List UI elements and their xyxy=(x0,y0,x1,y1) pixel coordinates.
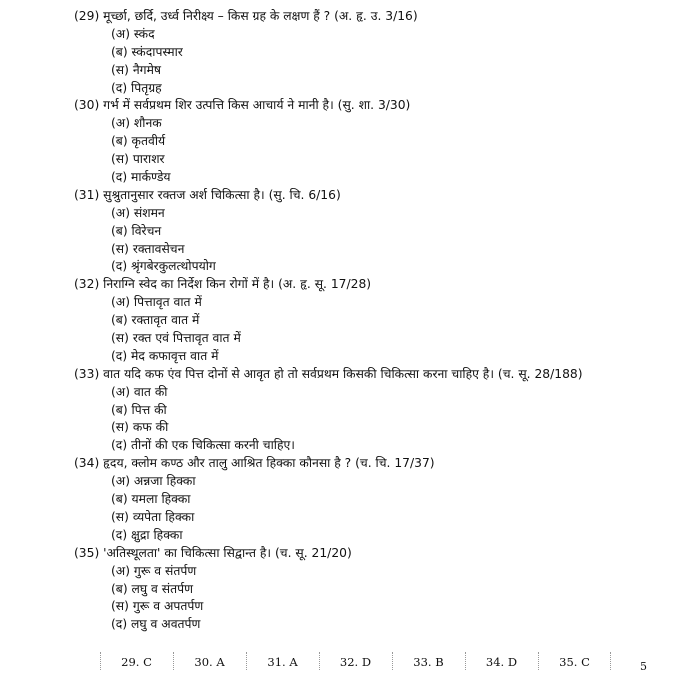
answer-key-item: 30. A xyxy=(173,655,246,669)
answer-key-item: 33. B xyxy=(392,655,465,669)
question-text: (32) निराग्नि स्वेद का निर्देश किन रोगों में है। (अ. हृ. सू. 17/28) xyxy=(74,277,372,292)
option-a: (अ) अन्नजा हिक्का xyxy=(111,474,196,489)
question-text: (33) वात यदि कफ एंव पित्त दोनों से आवृत हो तो सर्वप्रथम किसकी चिकित्सा करना चाहिए है। (च. सू. 28/188) xyxy=(74,366,583,381)
option-b: (ब) लघु व संतर्पण xyxy=(111,581,193,596)
answer-key-item: 32. D xyxy=(319,655,392,669)
option-a: (अ) शौनक xyxy=(111,116,162,131)
option-c: (स) व्यपेता हिक्का xyxy=(111,509,195,524)
option-d: (द) श्रृंगबेरकुलत्थोपयोग xyxy=(111,259,216,274)
option-b: (ब) यमला हिक्का xyxy=(111,492,191,507)
question-text: (34) हृदय, क्लोम कण्ठ और तालु आश्रित हिक्का कौनसा है ? (च. चि. 17/37) xyxy=(74,456,435,471)
option-c: (स) नैगमेष xyxy=(111,62,162,77)
question-31 xyxy=(0,187,680,276)
option-d: (द) मेद कफावृत्त वात में xyxy=(111,348,219,363)
question-text: (31) सुश्रुतानुसार रक्तज अर्श चिकित्सा है। (सु. चि. 6/16) xyxy=(74,187,341,202)
option-b: (ब) विरेचन xyxy=(111,223,162,238)
question-text: (35) 'अतिस्थूलता' का चिकित्सा सिद्वान्त है। (च. सू. 21/20) xyxy=(74,545,352,560)
answer-key xyxy=(100,651,630,673)
option-d: (द) पितृग्रह xyxy=(111,80,162,95)
question-29 xyxy=(0,8,680,97)
option-b: (ब) पित्त की xyxy=(111,402,167,417)
option-c: (स) रक्तावसेचन xyxy=(111,241,185,256)
question-list xyxy=(0,8,680,634)
option-d: (द) तीनों की एक चिकित्सा करनी चाहिए। xyxy=(111,438,295,453)
option-c: (स) पाराशर xyxy=(111,152,165,167)
option-a: (अ) स्कंद xyxy=(111,26,155,41)
question-33 xyxy=(0,366,680,455)
option-a: (अ) वात की xyxy=(111,384,168,399)
answer-key-item: 34. D xyxy=(465,655,538,669)
question-35 xyxy=(0,545,680,634)
option-d: (द) मार्कण्डेय xyxy=(111,170,171,185)
question-text: (30) गर्भ में सर्वप्रथम शिर उत्पत्ति किस आचार्य ने मानी है। (सु. शा. 3/30) xyxy=(74,98,411,113)
option-a: (अ) संशमन xyxy=(111,205,165,220)
option-c: (स) कफ की xyxy=(111,420,169,435)
option-b: (ब) कृतवीर्य xyxy=(111,134,166,149)
option-b: (ब) स्कंदापस्मार xyxy=(111,44,183,59)
question-34 xyxy=(0,455,680,544)
option-d: (द) क्षुद्रा हिक्का xyxy=(111,527,183,542)
answer-key-item: 29. C xyxy=(100,655,173,669)
answer-key-item: 31. A xyxy=(246,655,319,669)
question-text: (29) मूर्च्छा, छर्दि, उर्ध्व निरीक्ष्य – किस ग्रह के लक्षण हैं ? (अ. हृ. उ. 3/16) xyxy=(74,9,418,23)
question-30 xyxy=(0,97,680,186)
answer-key-item: 35. C xyxy=(538,655,611,669)
option-a: (अ) पित्तावृत वात में xyxy=(111,295,202,310)
page-number: 5 xyxy=(640,660,647,673)
question-32 xyxy=(0,276,680,365)
option-a: (अ) गुरू व संतर्पण xyxy=(111,563,197,578)
option-d: (द) लघु व अवतर्पण xyxy=(111,617,201,632)
option-c: (स) रक्त एवं पित्तावृत वात में xyxy=(111,331,241,346)
option-b: (ब) रक्तावृत वात में xyxy=(111,313,200,328)
option-c: (स) गुरू व अपतर्पण xyxy=(111,599,204,614)
